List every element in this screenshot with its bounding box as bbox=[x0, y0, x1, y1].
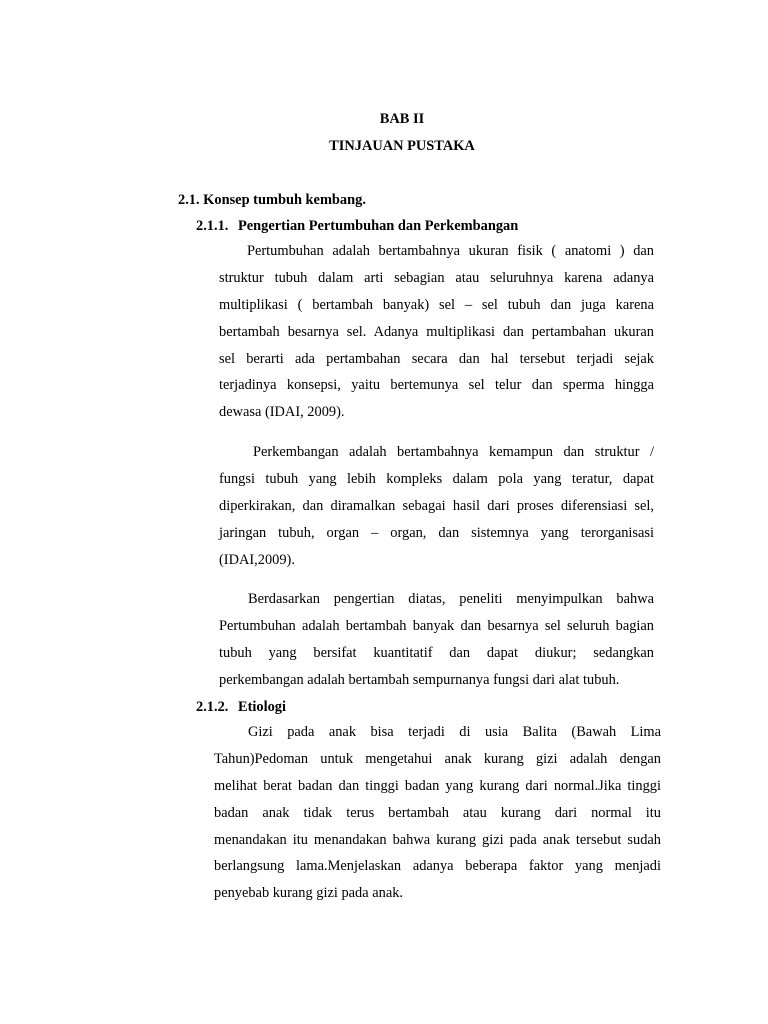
paragraph-line: fungsi tubuh yang lebih kompleks dalam pola yang teratur, dapat bbox=[219, 470, 654, 487]
subsection-heading-2 bbox=[196, 697, 286, 717]
paragraph-line: multiplikasi ( bertambah banyak) sel – sel tubuh dan juga karena bbox=[219, 296, 654, 313]
subsection-number: 2.1.1. bbox=[196, 218, 229, 234]
paragraph-line: diperkirakan, dan diramalkan sebagai hasil dari proses diferensiasi sel, bbox=[219, 497, 654, 514]
subsection-title: Pengertian Pertumbuhan dan Perkembangan bbox=[238, 218, 519, 234]
subsection-heading-1 bbox=[196, 216, 518, 236]
paragraph-line: Pertumbuhan adalah bertambah banyak dan besarnya sel seluruh bagian bbox=[219, 617, 654, 634]
paragraph-line: jaringan tubuh, organ – organ, dan sistemnya yang terorganisasi bbox=[219, 524, 654, 541]
paragraph-line: Tahun)Pedoman untuk mengetahui anak kurang gizi adalah dengan bbox=[214, 750, 661, 767]
section-heading: 2.1. Konsep tumbuh kembang. bbox=[178, 192, 366, 208]
paragraph-line: Berdasarkan pengertian diatas, peneliti menyimpulkan bahwa bbox=[248, 591, 654, 607]
paragraph-line: perkembangan adalah bertambah sempurnanya fungsi dari alat tubuh. bbox=[219, 671, 620, 688]
paragraph bbox=[214, 719, 661, 907]
paragraph-line: Perkembangan adalah bertambahnya kemampun dan struktur / bbox=[253, 444, 654, 460]
paragraph bbox=[219, 238, 654, 426]
paragraph-line: tubuh yang bersifat kuantitatif dan dapat diukur; sedangkan bbox=[219, 644, 654, 661]
paragraph bbox=[219, 439, 654, 573]
paragraph-line: penyebab kurang gizi pada anak. bbox=[214, 885, 403, 902]
paragraph-line: struktur tubuh dalam arti sebagian atau seluruhnya karena adanya bbox=[219, 269, 654, 286]
paragraph bbox=[219, 586, 654, 694]
paragraph-line: sel berarti ada pertambahan secara dan hal tersebut terjadi sejak bbox=[219, 350, 654, 367]
paragraph-line: bertambah besarnya sel. Adanya multiplikasi dan pertambahan ukuran bbox=[219, 323, 654, 340]
paragraph-line: Pertumbuhan adalah bertambahnya ukuran fisik ( anatomi ) dan bbox=[247, 243, 654, 259]
subsection-title: Etiologi bbox=[238, 699, 286, 715]
paragraph-line: (IDAI,2009). bbox=[219, 551, 295, 568]
paragraph-line: berlangsung lama.Menjelaskan adanya beberapa faktor yang menjadi bbox=[214, 858, 661, 875]
paragraph-line: Gizi pada anak bisa terjadi di usia Balita (Bawah Lima bbox=[248, 724, 661, 740]
chapter-title: TINJAUAN PUSTAKA bbox=[329, 138, 475, 154]
chapter-number: BAB II bbox=[379, 111, 425, 127]
paragraph-line: badan anak tidak terus bertambah atau kurang dari normal itu bbox=[214, 804, 661, 821]
subsection-number: 2.1.2. bbox=[196, 699, 229, 715]
paragraph-line: terjadinya konsepsi, yaitu bertemunya sel telur dan sperma hingga bbox=[219, 377, 654, 394]
paragraph-line: menandakan itu menandakan bahwa kurang gizi pada anak tersebut sudah bbox=[214, 831, 661, 848]
paragraph-line: melihat berat badan dan tinggi badan yang kurang dari normal.Jika tinggi bbox=[214, 777, 661, 794]
paragraph-line: dewasa (IDAI, 2009). bbox=[219, 404, 345, 421]
